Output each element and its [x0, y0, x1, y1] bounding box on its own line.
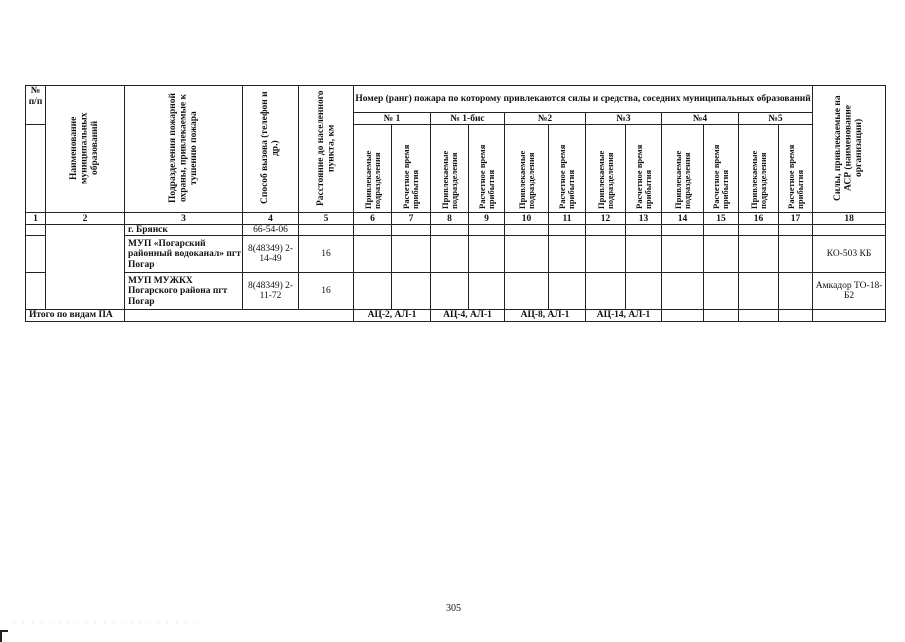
scan-artifact: . . . . . . . . . . . . . . . . . . . . .: [14, 619, 199, 625]
col-number: 18: [813, 213, 886, 225]
col-number: 15: [704, 213, 739, 225]
row-phone: 8(48349) 2-14-49: [243, 236, 299, 273]
col-number: 12: [586, 213, 626, 225]
col-number: 6: [354, 213, 392, 225]
header-asr-forces: Силы, привлекаемые на АСР (наименование организации): [813, 86, 886, 213]
cell-municipality: [46, 225, 125, 310]
rank-5: №5: [739, 113, 813, 125]
sub-time: Расчетное время прибытия: [704, 125, 739, 213]
col-number: 4: [243, 213, 299, 225]
totals-blank: [125, 310, 354, 321]
sub-time: Расчетное время прибытия: [392, 125, 431, 213]
fire-forces-table: [25, 85, 886, 322]
sub-units: Привлекаемые подразделения: [431, 125, 469, 213]
row-asr: КО-503 КБ: [813, 236, 886, 273]
sub-time: Расчетное время прибытия: [779, 125, 813, 213]
header-rank-group: Номер (ранг) пожара по которому привлекаются силы и средства, соседних муниципальных образований: [354, 86, 813, 113]
col-number: 7: [392, 213, 431, 225]
header-number-blank: [26, 125, 46, 213]
row-phone: 8(48349) 2-11-72: [243, 273, 299, 310]
col-number: 8: [431, 213, 469, 225]
totals-rank-2: АЦ-8, АЛ-1: [505, 310, 586, 321]
cell-empty: [26, 225, 46, 236]
cell-empty: [26, 236, 46, 273]
col-number: 17: [779, 213, 813, 225]
col-number: 9: [469, 213, 505, 225]
totals-rank-1-bis: АЦ-4, АЛ-1: [431, 310, 505, 321]
row-distance: [299, 225, 354, 236]
col-number: 14: [662, 213, 704, 225]
header-call-method: Способ вызова (телефон и др.): [243, 86, 299, 213]
sub-time: Расчетное время прибытия: [549, 125, 586, 213]
totals-rank-3: АЦ-14, АЛ-1: [586, 310, 662, 321]
row-unit: МУП «Погарский районный водоканал» пгт Погар: [125, 236, 243, 273]
page-number: 305: [446, 603, 461, 614]
row-asr: [813, 225, 886, 236]
row-distance: 16: [299, 273, 354, 310]
sub-units: Привлекаемые подразделения: [662, 125, 704, 213]
header-number: № п/п: [26, 86, 46, 125]
col-number: 11: [549, 213, 586, 225]
row-unit: МУП МУЖКХ Погарского района пгт Погар: [125, 273, 243, 310]
col-number: 16: [739, 213, 779, 225]
rank-1-bis: № 1-бис: [431, 113, 505, 125]
col-number: 3: [125, 213, 243, 225]
col-number: 2: [46, 213, 125, 225]
col-number: 1: [26, 213, 46, 225]
sub-units: Привлекаемые подразделения: [739, 125, 779, 213]
sub-time: Расчетное время прибытия: [469, 125, 505, 213]
corner-mark: [0, 630, 8, 642]
rank-1: № 1: [354, 113, 431, 125]
col-number: 5: [299, 213, 354, 225]
header-municipality: Наименование муниципальных образований: [46, 86, 125, 213]
row-asr: Амкадор ТО-18-Б2: [813, 273, 886, 310]
cell-empty: [26, 273, 46, 310]
row-distance: 16: [299, 236, 354, 273]
col-number: 13: [626, 213, 662, 225]
rank-2: №2: [505, 113, 586, 125]
rank-3: №3: [586, 113, 662, 125]
sub-units: Привлекаемые подразделения: [354, 125, 392, 213]
rank-4: №4: [662, 113, 739, 125]
sub-time: Расчетное время прибытия: [626, 125, 662, 213]
sub-units: Привлекаемые подразделения: [586, 125, 626, 213]
col-number: 10: [505, 213, 549, 225]
header-fire-units: Подразделения пожарной охраны, привлекаемые к тушению пожара: [125, 86, 243, 213]
row-unit: г. Брянск: [125, 225, 243, 236]
sub-units: Привлекаемые подразделения: [505, 125, 549, 213]
totals-rank-1: АЦ-2, АЛ-1: [354, 310, 431, 321]
totals-label: Итого по видам ПА: [26, 310, 125, 321]
header-distance: Расстояние до населенного пункта, км: [299, 86, 354, 213]
row-phone: 66-54-06: [243, 225, 299, 236]
